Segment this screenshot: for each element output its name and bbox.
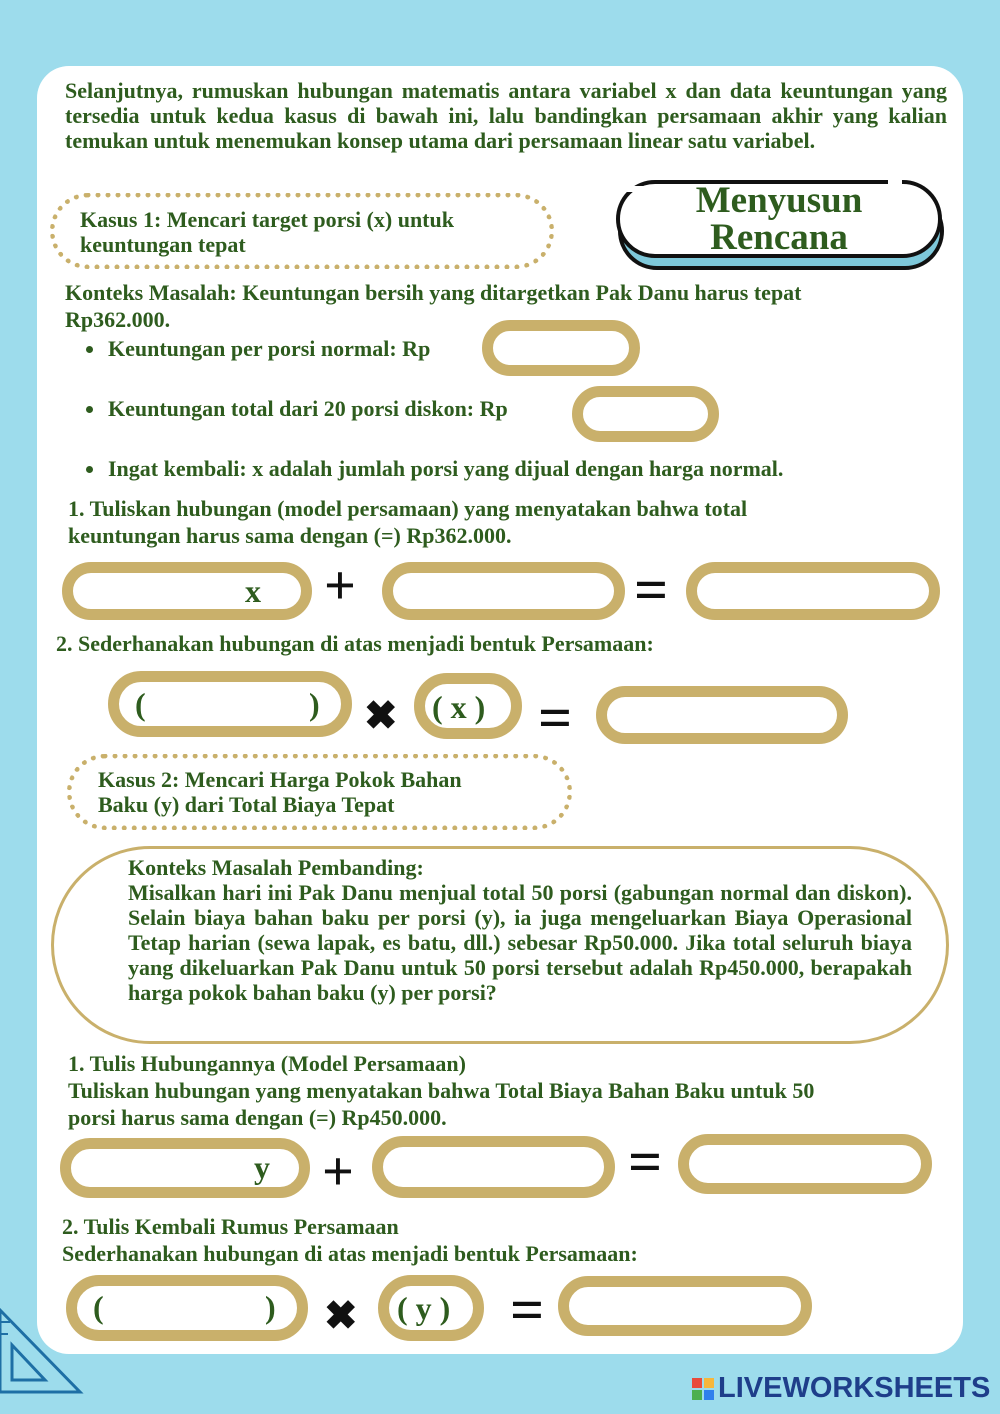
plus-operator: + [322,1141,354,1203]
kasus1-title-box [50,193,554,269]
coefficient-y-input[interactable] [60,1138,310,1198]
variable-y-paren-label: ( y ) [397,1290,451,1326]
times-operator: ✖ [364,693,398,738]
variable-y-label: y [254,1149,270,1185]
open-paren: ( [135,686,146,722]
open-paren-y: ( [93,1289,104,1325]
kasus2-q2-title: 2. Tulis Kembali Rumus Persamaan [62,1214,399,1239]
bullet-dot-2 [86,406,93,413]
kasus2-context-body: Misalkan hari ini Pak Danu menjual total 50 porsi (gabungan normal dan diskon). Selain biaya bahan baku per porsi (y), ia juga mengeluarkan Biaya Operasional Tetap harian (sewa lapak, es batu, dll.) sebesar Rp50.000. Jika total seluruh biaya yang dikeluarkan Pak Danu untuk 50 porsi tersebut adalah Rp450.000, berapakah harga pokok bahan baku (y) per porsi? [128,880,912,1005]
variable-x-label: x [245,573,261,609]
badge-line1: Menyusun [695,180,863,221]
close-paren-y: ) [265,1289,276,1325]
coefficient-paren-input[interactable] [108,671,352,737]
equals-operator: = [628,1129,663,1195]
equals-operator: = [510,1277,545,1343]
discount-total-profit-input[interactable] [572,386,719,442]
simplified-result-x-input[interactable] [596,686,848,744]
variable-x-box [414,673,522,739]
total-cost-result-input[interactable] [678,1134,932,1194]
kasus1-q1-line1: 1. Tuliskan hubungan (model persamaan) yang menyatakan bahwa total [68,496,748,521]
kasus2-title-box [67,754,572,830]
bullet-dot-1 [86,346,93,353]
coefficient-x-input[interactable] [62,562,312,620]
kasus1-bullet1: Keuntungan per porsi normal: Rp [108,336,431,361]
kasus1-context-line2: Rp362.000. [65,307,171,332]
kasus2-context-heading: Konteks Masalah Pembanding: [128,855,424,880]
fixed-cost-term-input[interactable] [372,1136,615,1198]
simplified-result-y-input[interactable] [558,1276,812,1336]
kasus1-bullet3: Ingat kembali: x adalah jumlah porsi yang dijual dengan harga normal. [108,456,784,481]
kasus2-title-line2: Baku (y) dari Total Biaya Tepat [98,792,395,817]
kasus1-q2: 2. Sederhanakan hubungan di atas menjadi bentuk Persamaan: [56,631,654,656]
bullet-dot-3 [86,466,93,473]
coefficient-paren-y-input[interactable] [66,1275,308,1341]
kasus1-title-line1: Kasus 1: Mencari target porsi (x) untuk [80,207,454,232]
kasus2-q1-line2: porsi harus sama dengan (=) Rp450.000. [68,1105,447,1130]
kasus2-q1-line1: Tuliskan hubungan yang menyatakan bahwa Total Biaya Bahan Baku untuk 50 [68,1078,815,1103]
profit-per-portion-input[interactable] [482,320,640,376]
badge-gap-left [625,186,665,192]
plus-operator: + [324,555,356,617]
kasus2-q2-line: Sederhanakan hubungan di atas menjadi bentuk Persamaan: [62,1241,638,1266]
close-paren: ) [309,686,320,722]
kasus1-title-line2: keuntungan tepat [80,232,246,257]
kasus2-q1-title: 1. Tulis Hubungannya (Model Persamaan) [68,1051,466,1076]
equals-operator: = [634,557,669,623]
liveworksheets-brand[interactable]: LIVEWORKSHEETS [718,1372,991,1404]
badge-gap-right [888,178,902,186]
variable-x-paren-label: ( x ) [432,689,486,725]
kasus1-q1-line2: keuntungan harus sama dengan (=) Rp362.000. [68,523,512,548]
kasus1-context-line1: Konteks Masalah: Keuntungan bersih yang ditargetkan Pak Danu harus tepat [65,280,802,305]
times-operator: ✖ [324,1293,358,1338]
kasus1-bullet2: Keuntungan total dari 20 porsi diskon: Rp [108,396,508,421]
badge-line2: Rencana [710,217,848,258]
liveworksheets-logo [692,1378,714,1400]
variable-y-box [378,1275,484,1341]
equals-operator: = [538,685,573,751]
discount-profit-term-input[interactable] [382,562,625,620]
intro-paragraph: Selanjutnya, rumuskan hubungan matematis antara variabel x dan data keuntungan yang tersedia untuk kedua kasus di bawah ini, lalu bandingkan persamaan akhir yang kalian temukan untuk menemukan konsep utama dari persamaan linear satu variabel. [65,78,947,153]
total-profit-result-input[interactable] [686,562,940,620]
kasus2-title-line1: Kasus 2: Mencari Harga Pokok Bahan [98,767,462,792]
